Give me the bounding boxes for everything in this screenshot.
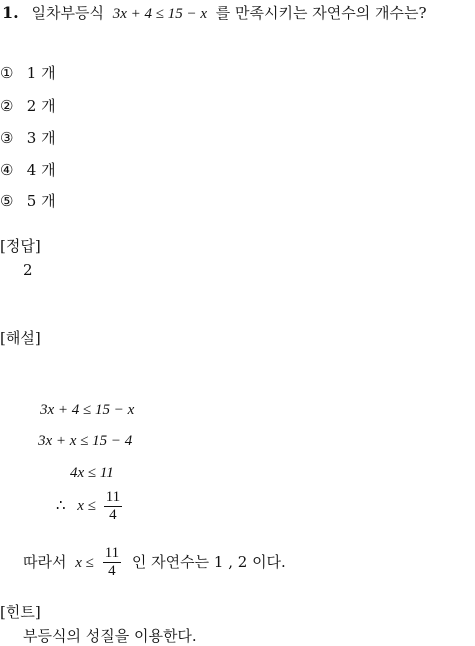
choice-label: 5 개: [26, 192, 56, 210]
conclusion-fraction-numerator: 11: [103, 545, 121, 563]
answer-heading: [정답]: [0, 237, 41, 255]
final-fraction-numerator: 11: [104, 489, 122, 507]
solution-step-3: 4x ≤ 11: [70, 465, 114, 481]
hint-text: 부등식의 성질을 이용한다.: [23, 627, 197, 645]
question-inequality: 3x + 4 ≤ 15 − x: [112, 6, 208, 22]
conclusion-lhs: x ≤: [75, 554, 94, 571]
choice-mark: ①: [0, 64, 14, 82]
choice-2[interactable]: [0, 95, 56, 116]
final-lhs: x ≤: [77, 498, 96, 515]
choice-5[interactable]: [0, 190, 56, 211]
choice-label: 4 개: [26, 161, 56, 179]
solution-step-1: 3x + 4 ≤ 15 − x: [40, 402, 135, 418]
choice-label: 2 개: [26, 97, 56, 115]
solution-heading: [해설]: [0, 329, 41, 347]
choice-mark: ⑤: [0, 192, 14, 210]
conclusion-fraction: [103, 545, 121, 581]
question-number: 1.: [2, 3, 19, 22]
question-text-before: 일차부등식: [31, 4, 104, 22]
choice-3[interactable]: [0, 127, 56, 148]
question: [2, 2, 427, 23]
solution-final-step: [56, 489, 122, 525]
choice-mark: ②: [0, 97, 14, 115]
hint-heading: [힌트]: [0, 603, 41, 621]
solution-conclusion: [23, 545, 286, 581]
therefore-symbol: ∴: [56, 498, 66, 515]
answer-value: 2: [23, 261, 33, 279]
final-fraction-denominator: 4: [109, 507, 117, 524]
choice-mark: ③: [0, 129, 14, 147]
choice-4[interactable]: [0, 159, 56, 180]
choice-label: 3 개: [26, 129, 56, 147]
question-text-after: 를 만족시키는 자연수의 개수는?: [215, 4, 427, 22]
conclusion-fraction-denominator: 4: [108, 563, 116, 580]
final-fraction: [104, 489, 122, 525]
solution-step-2: 3x + x ≤ 15 − 4: [38, 433, 133, 449]
conclusion-after: 인 자연수는 1 , 2 이다.: [131, 552, 286, 571]
choice-label: 1 개: [26, 64, 56, 82]
choice-1[interactable]: [0, 62, 56, 83]
choice-mark: ④: [0, 161, 14, 179]
conclusion-before: 따라서: [23, 552, 67, 571]
